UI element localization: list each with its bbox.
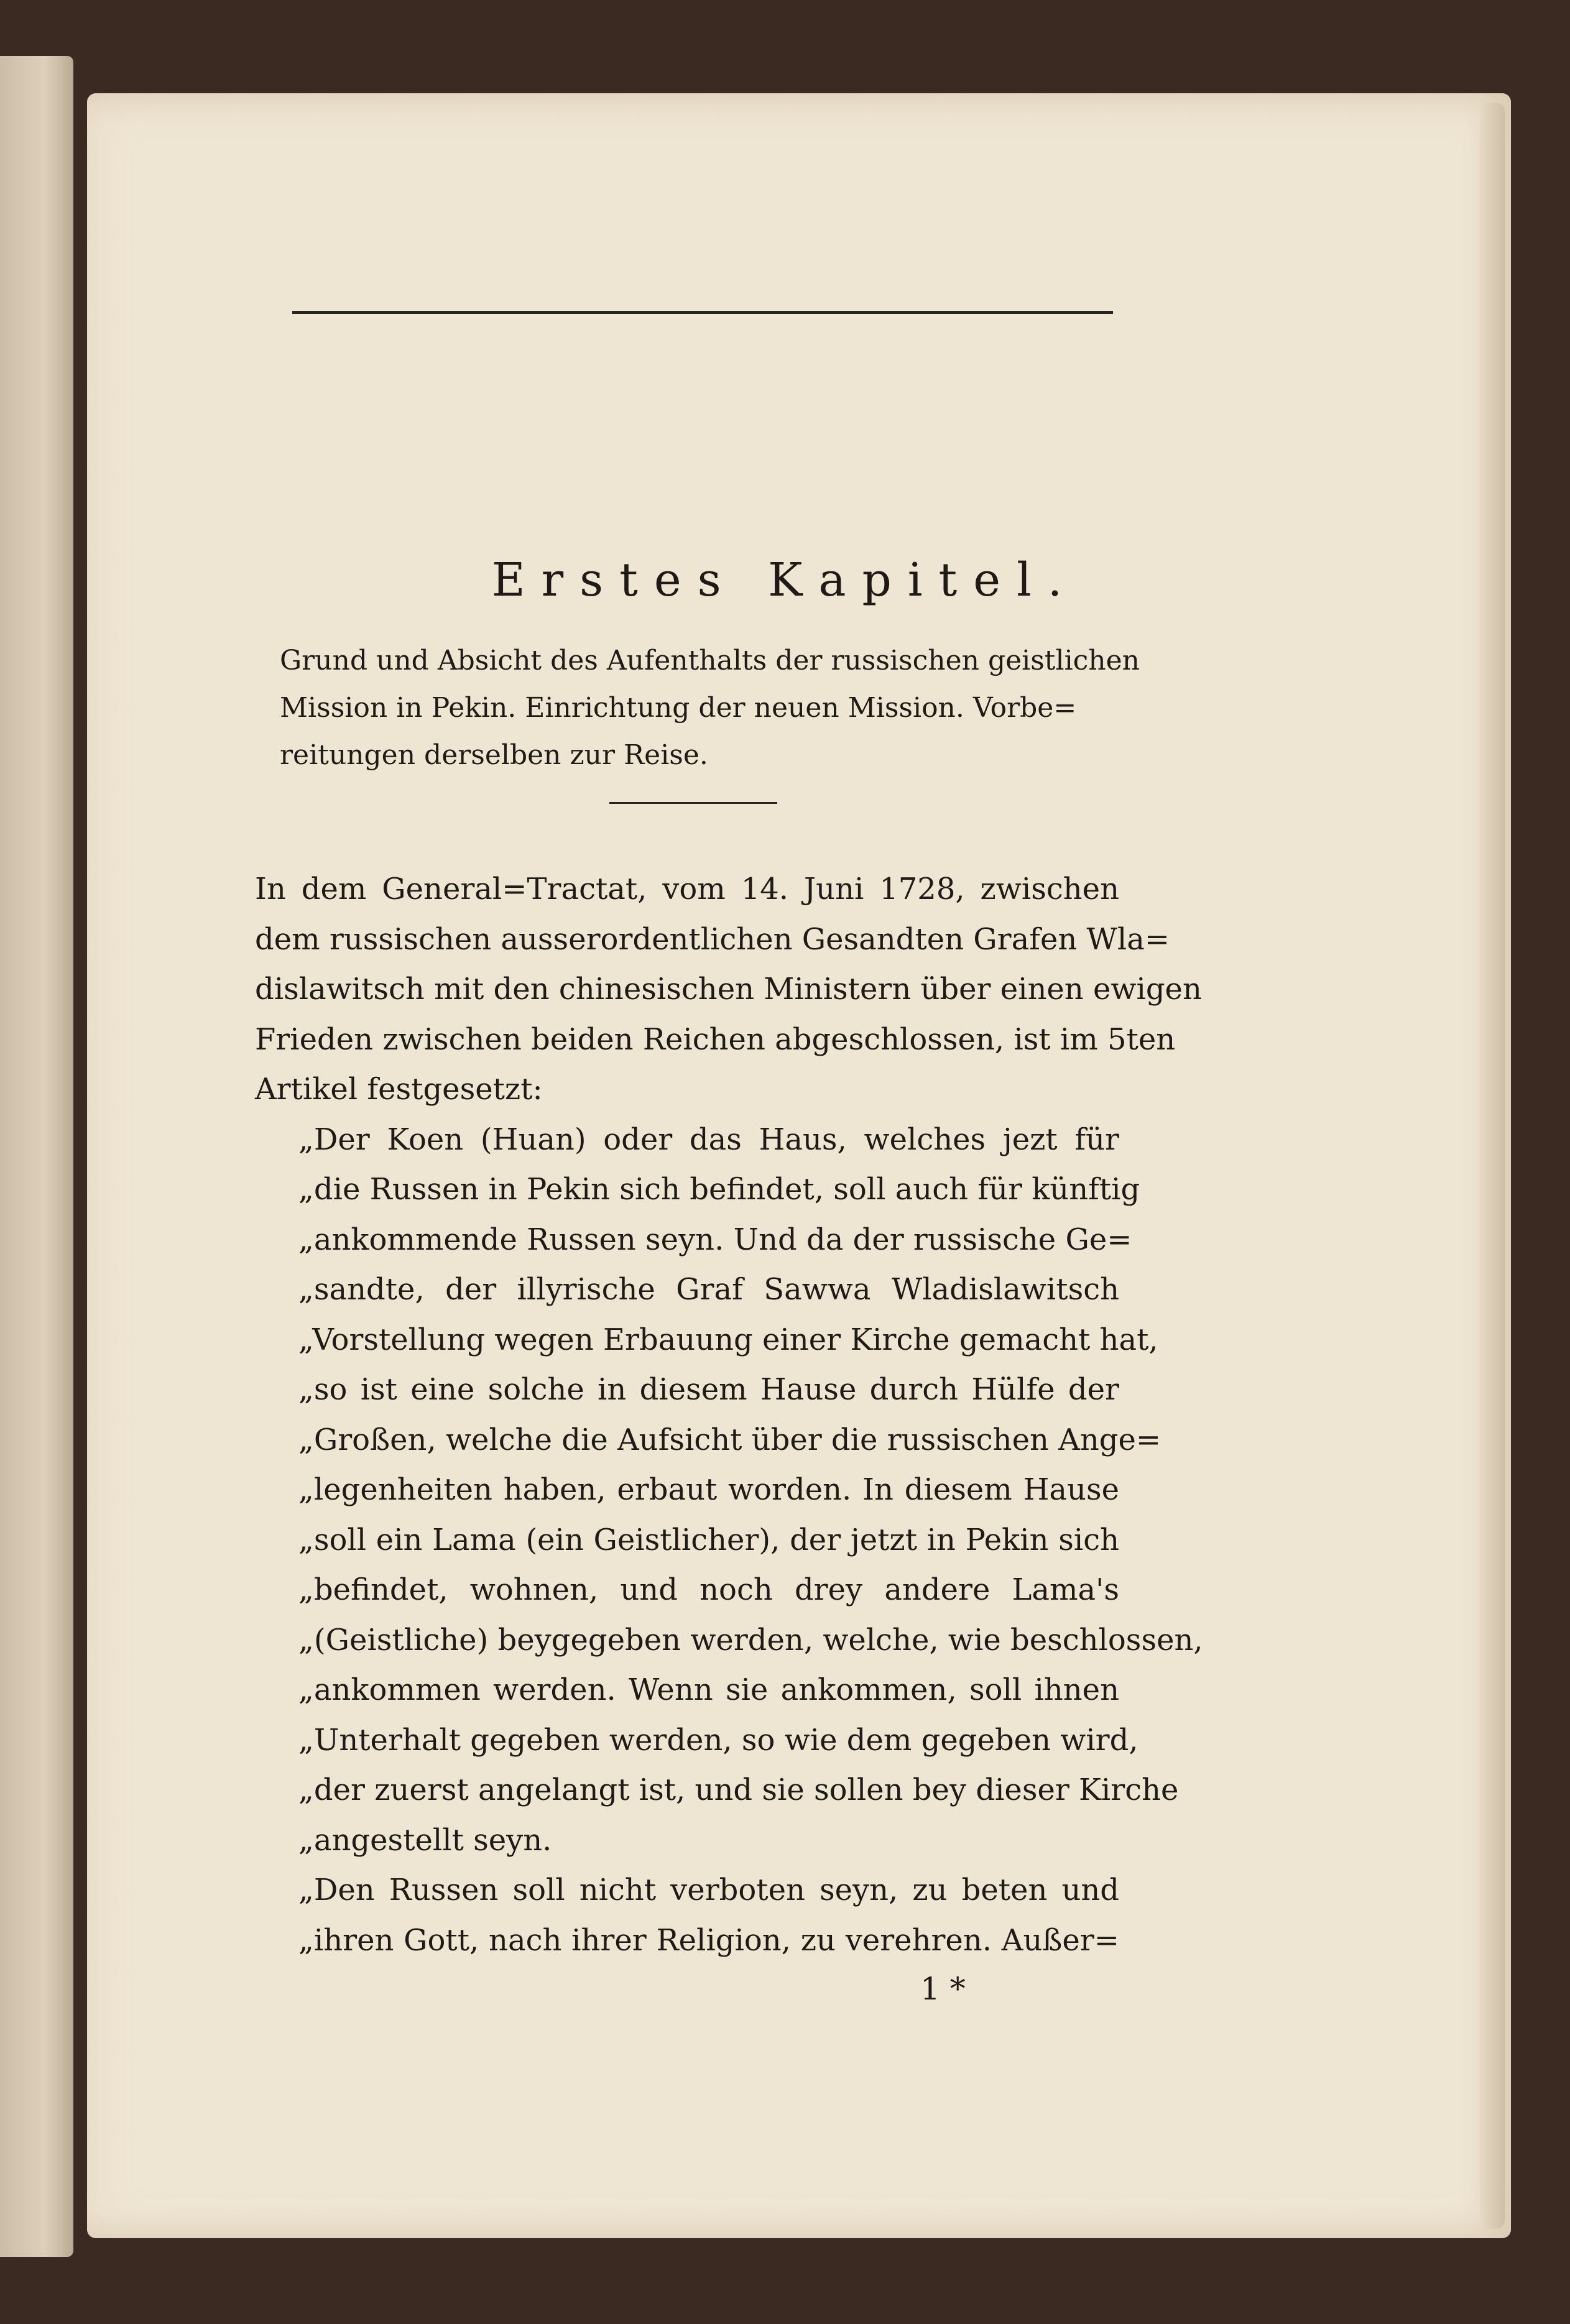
quote-line: „Großen, welche die Aufsicht über die russischen Ange= — [298, 1422, 1161, 1457]
quote-line: „(Geistliche) beygegeben werden, welche, wie beschlossen, — [298, 1622, 1203, 1658]
summary-line: Mission in Pekin. Einrichtung der neuen Mission. Vorbe= — [280, 692, 1077, 724]
page-fore-edge — [1480, 103, 1505, 2229]
section-divider — [609, 802, 777, 804]
quote-line: „angestellt seyn. — [298, 1822, 552, 1858]
chapter-title: Erstes Kapitel. — [491, 553, 1079, 607]
summary-line: reitungen derselben zur Reise. — [280, 739, 708, 771]
adjacent-page-edge — [0, 56, 73, 2257]
text-line: Artikel festgesetzt: — [255, 1072, 543, 1107]
quote-line: „ihren Gott, nach ihrer Religion, zu verehren. Außer= — [298, 1922, 1119, 1958]
quote-line: „so ist eine solche in diesem Hause durch Hülfe der — [298, 1372, 1119, 1407]
quote-line: „befindet, wohnen, und noch drey andere Lama's — [298, 1572, 1119, 1607]
body-text — [255, 864, 1203, 1965]
text-line: Frieden zwischen beiden Reichen abgeschlossen, ist im 5ten — [255, 1021, 1176, 1057]
quote-line: „sandte, der illyrische Graf Sawwa Wladislawitsch — [298, 1272, 1119, 1307]
signature-mark: 1 * — [920, 1971, 966, 2007]
quote-line: „Der Koen (Huan) oder das Haus, welches jezt für — [298, 1122, 1119, 1157]
quote-line: „die Russen in Pekin sich befindet, soll auch für künftig — [298, 1172, 1140, 1207]
quote-line: „Den Russen soll nicht verboten seyn, zu beten und — [298, 1873, 1119, 1907]
summary-line: Grund und Absicht des Aufenthalts der russischen geistlichen — [280, 645, 1140, 676]
quote-line: „soll ein Lama (ein Geistlicher), der jetzt in Pekin sich — [298, 1522, 1119, 1557]
quote-line: „legenheiten haben, erbaut worden. In diesem Hause — [298, 1472, 1119, 1507]
text-line: dislawitsch mit den chinesischen Ministern über einen ewigen — [255, 972, 1202, 1007]
text-line: In dem General=Tractat, vom 14. Juni 1728, zwischen — [255, 872, 1119, 906]
quote-line: „Vorstellung wegen Erbauung einer Kirche gemacht hat, — [298, 1322, 1158, 1357]
chapter-summary — [280, 637, 1140, 779]
quote-line: „ankommende Russen seyn. Und da der russische Ge= — [298, 1222, 1132, 1257]
header-rule — [292, 311, 1113, 314]
text-line: dem russischen ausserordentlichen Gesandten Grafen Wla= — [255, 921, 1170, 957]
quote-line: „der zuerst angelangt ist, und sie sollen bey dieser Kirche — [298, 1773, 1179, 1807]
quote-line: „ankommen werden. Wenn sie ankommen, soll ihnen — [298, 1672, 1119, 1707]
quote-line: „Unterhalt gegeben werden, so wie dem gegeben wird, — [298, 1722, 1138, 1758]
